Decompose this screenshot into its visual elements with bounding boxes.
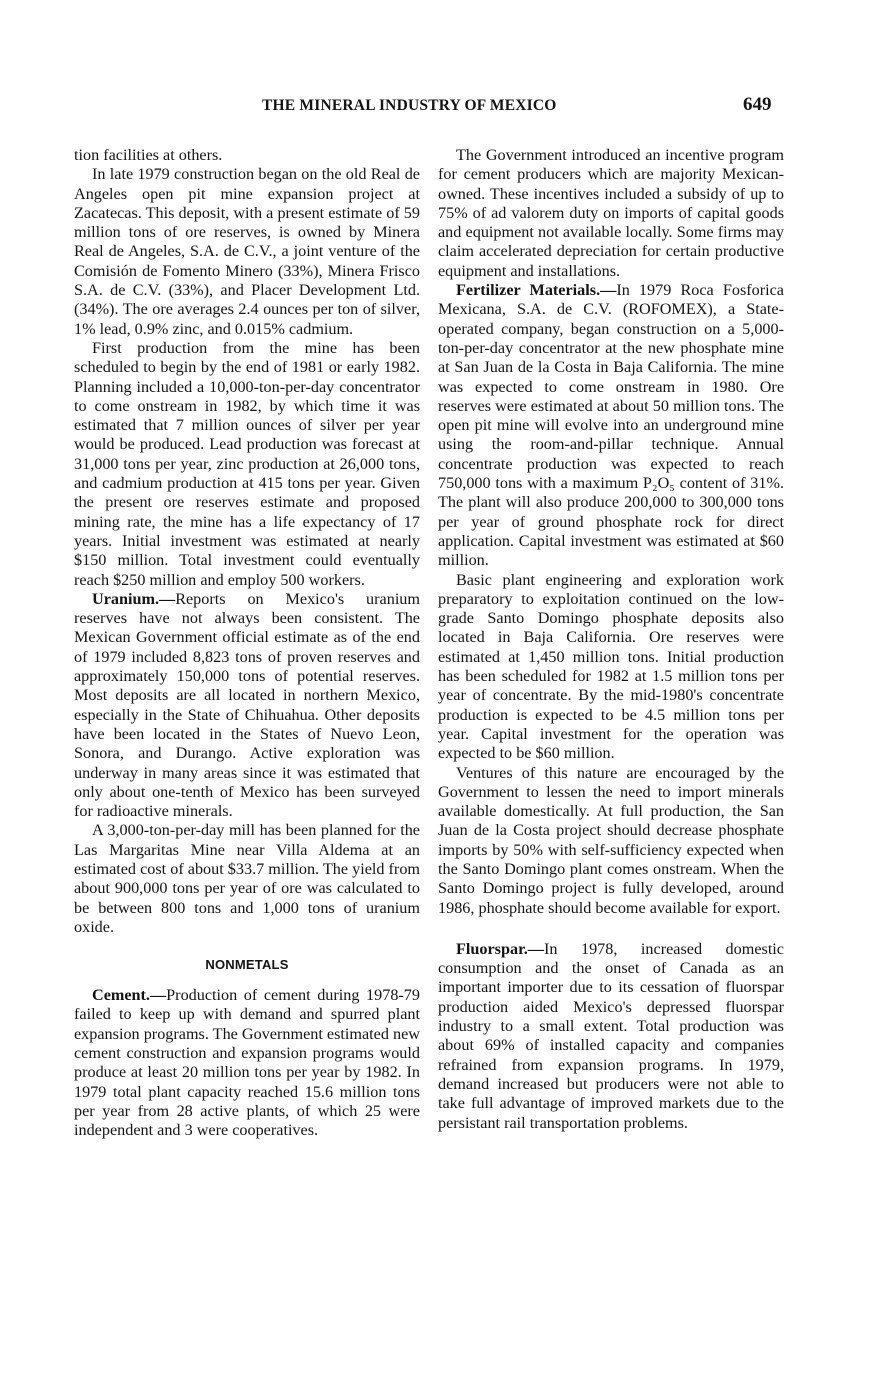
right-column	[438, 146, 784, 1133]
cement-heading: Cement.—	[92, 986, 167, 1005]
page-number: 649	[743, 94, 772, 115]
paragraph-uranium	[74, 590, 420, 822]
fluorspar-text: In 1978, increased domestic consumption and the onset of Canada as an important importer due to its cessation of fluorspar production aided Mexico's depressed fluorspar industry to a small extent. Total production was about 69% of installed capacity and companies refrained from expansion programs. In 1979, demand increased but producers were not able to take full advantage of improved markets due to the persistant rail transportation problems.	[438, 939, 784, 1132]
paragraph-fluorspar	[438, 940, 784, 1133]
paragraph-fertilizer	[438, 281, 784, 570]
left-column	[74, 146, 420, 1141]
paragraph-first-production: First production from the mine has been scheduled to begin by the end of 1981 or early 1982. Planning included a 10,000-ton-per-day concentrator to come onstream in 1982, by which time it was estimated that 7 million ounces of silver per year would be produced. Lead production was forecast at 31,000 tons per year, zinc production at 26,000 tons, and cadmium production at 415 tons per year. Given the present ore reserves estimate and proposed mining rate, the mine has a life expectancy of 17 years. Initial investment was estimated at nearly $150 million. Total investment could eventually reach $250 million and employ 500 workers.	[74, 338, 420, 589]
fertilizer-heading: Fertilizer Materials.—	[456, 281, 617, 300]
paragraph-santo-domingo: Basic plant engineering and exploration work preparatory to exploitation continued on the low-grade Santo Domingo phosphate deposits also located in Baja California. Ore reserves were estimated at 1,450 million tons. Initial production has been scheduled for 1982 at 1.5 million tons per year of concentrate. By the mid-1980's concentrate production is expected to be 4.5 million tons per year. Capital investment for the operation was expected to be $60 million.	[438, 570, 784, 763]
fertilizer-text: In 1979 Roca Fosforica Mexicana, S.A. de C.V. (ROFOMEX), a State-operated company, began construction on a 5,000-ton-per-day concentrator at the new phosphate mine at San Juan de la Costa in Baja California. The mine was expected to come onstream in 1980. Ore reserves were estimated at about 50 million tons. The open pit mine will evolve into an underground mine using the room-and-pillar technique. Annual concentrate production was expected to reach 750,000 tons with a maximum P₂O₅ content of 31%. The plant will also produce 200,000 to 300,000 tons per year of ground phosphate rock for direct application. Capital investment was estimated at $60 million.	[438, 281, 784, 570]
fluorspar-heading: Fluorspar.—	[456, 939, 544, 958]
paragraph-cement	[74, 986, 420, 1140]
paragraph-las-margaritas: A 3,000-ton-per-day mill has been planned for the Las Margaritas Mine near Villa Aldema at an estimated cost of about $33.7 million. The yield from about 900,000 tons per year of ore was calculated to be between 800 tons and 1,000 tons of uranium oxide.	[74, 821, 420, 936]
paragraph-real-de-angeles: In late 1979 construction began on the old Real de Angeles open pit mine expansion project at Zacatecas. This deposit, with a present estimate of 59 million tons of ore reserves, is owned by Minera Real de Angeles, S.A. de C.V., a joint venture of the Comisión de Fomento Minero (33%), Minera Frisco S.A. de C.V. (33%), and Placer Development Ltd. (34%). The ore averages 2.4 ounces per ton of silver, 1% lead, 0.9% zinc, and 0.015% cadmium.	[74, 165, 420, 338]
uranium-text: Reports on Mexico's uranium reserves have not always been consistent. The Mexican Government official estimate as of the end of 1979 included 8,823 tons of proven reserves and approximately 150,000 tons of potential reserves. Most deposits are all located in northern Mexico, especially in the State of Chihuahua. Other deposits have been located in the States of Nuevo Leon, Sonora, and Durango. Active exploration was underway in many areas since it was estimated that only about one-tenth of Mexico has been surveyed for radioactive minerals.	[74, 589, 420, 821]
paragraph-incentive-program: The Government introduced an incentive program for cement producers which are majority Mexican-owned. These incentives included a subsidy of up to 75% of ad valorem duty on imports of capital goods and equipment not available locally. Some firms may claim accelerated depreciation for certain productive equipment and installations.	[438, 146, 784, 280]
paragraph-ventures: Ventures of this nature are encouraged by the Government to lessen the need to import minerals available domestically. At full production, the San Juan de la Costa project should decrease phosphate imports by 50% with self-sufficiency expected when the Santo Domingo plant comes onstream. When the Santo Domingo project is fully developed, around 1986, phosphate should become available for export.	[438, 763, 784, 917]
cement-text: Production of cement during 1978-79 failed to keep up with demand and spurred plant expansion programs. The Government estimated new cement construction and expansion programs would produce at least 20 million tons per year by 1982. In 1979 total plant capacity reached 15.6 million tons per year from 28 active plants, of which 25 were independent and 3 were cooperatives.	[74, 986, 420, 1140]
paragraph-continuation: tion facilities at others.	[74, 146, 223, 164]
uranium-heading: Uranium.—	[92, 589, 176, 608]
running-title: THE MINERAL INDUSTRY OF MEXICO	[262, 97, 557, 114]
section-heading-nonmetals: NONMETALS	[205, 957, 289, 973]
page-header	[0, 94, 885, 120]
